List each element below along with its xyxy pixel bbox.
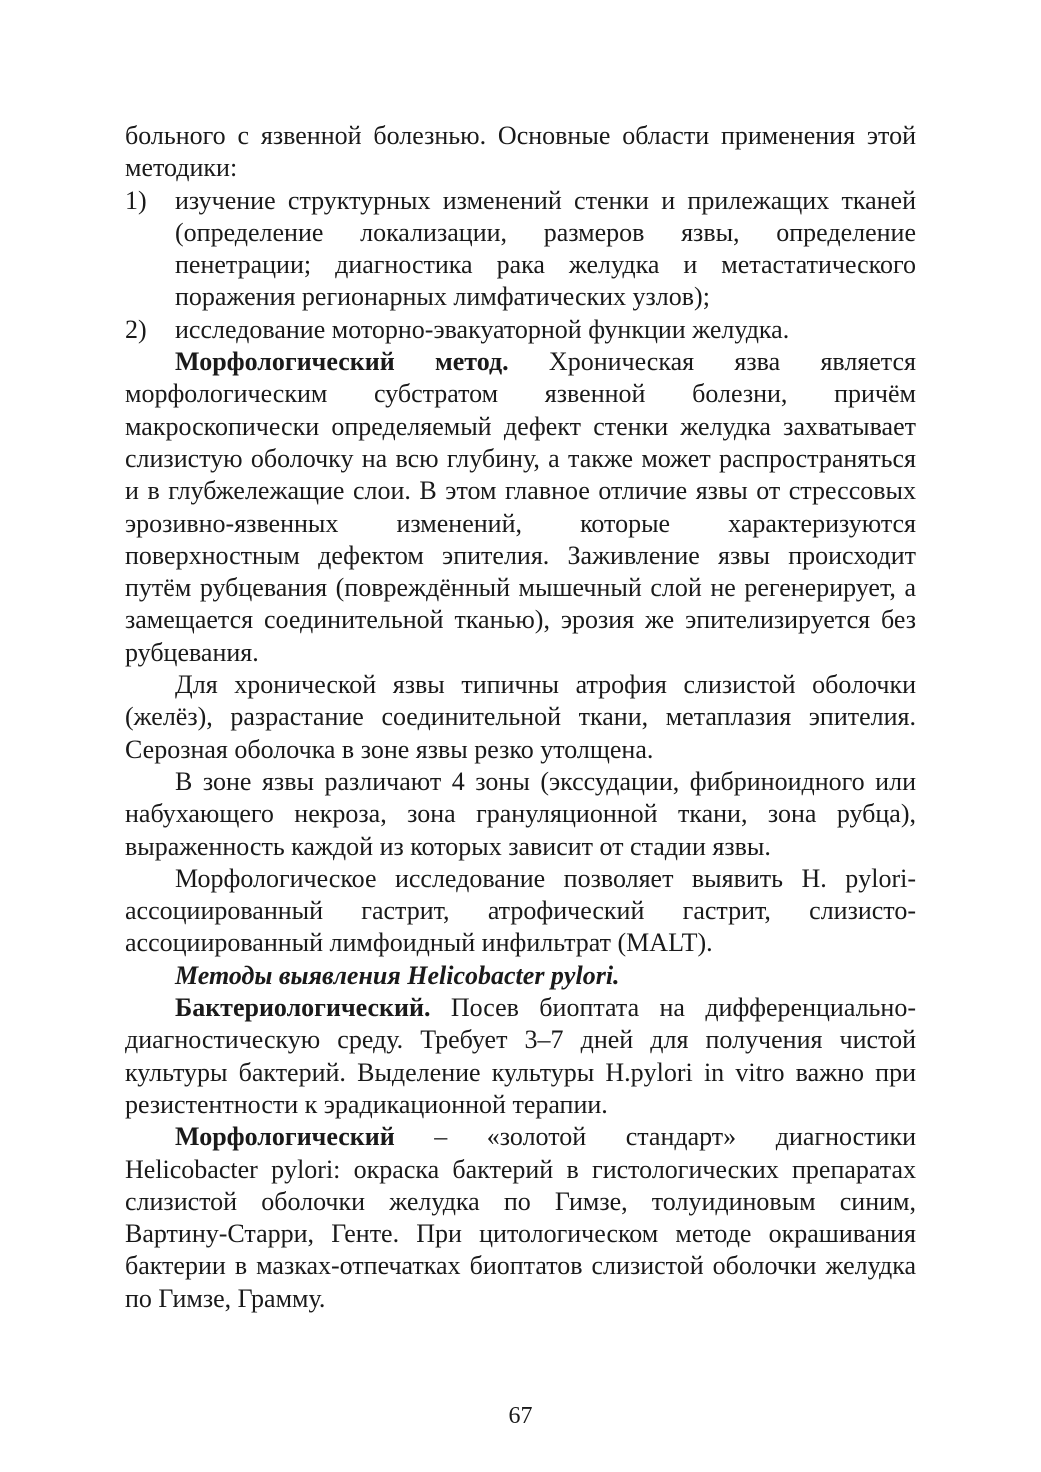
list-item-text: изучение структурных изменений стенки и прилежащих тканей (определение локализации, размеров язвы, определение пенетрации; диагностика рака желудка и метастатического поражения регионарных лимфатических узлов); xyxy=(175,185,916,312)
morph-method-heading: Морфологический метод. xyxy=(175,347,509,377)
list-item-text: исследование моторно-эвакуаторной функции желудка. xyxy=(175,314,790,344)
hp-methods-heading: Методы выявления Helicobacter pylori. xyxy=(175,960,620,990)
bacteriological-paragraph xyxy=(125,992,916,1121)
morph-method-paragraph xyxy=(125,346,916,669)
morphological-heading: Морфологический xyxy=(175,1122,395,1152)
hp-methods-heading-paragraph xyxy=(125,960,916,992)
page-number: 67 xyxy=(508,1403,533,1429)
ulcer-zones-paragraph: В зоне язвы различают 4 зоны (экссудации, фибриноидного или набухающего некроза, зона грануляционной ткани, зона рубца), выраженность каждой из которых зависит от стадии язвы. xyxy=(125,766,916,861)
chronic-ulcer-paragraph: Для хронической язвы типичны атрофия слизистой оболочки (желёз), разрастание соединительной ткани, метаплазия эпителия. Серозная оболочка в зоне язвы резко утолщена. xyxy=(125,670,916,764)
intro-paragraph: больного с язвенной болезнью. Основные области применения этой методики: xyxy=(125,121,916,183)
morph-method-text: Хроническая язва является морфологическим субстратом язвенной болезни, причём макроскопически определяемый дефект стенки желудка захватывает слизистую оболочку на всю глубину, а также может распространяться и в глубжележащие слои. В этом главное отличие язвы от стрессовых эрозивно-язвенных изменений, которые характеризуются поверхностным дефектом эпителия. Заживление язвы происходит путём рубцевания (повреждённый мышечный слой не регенерирует, а замещается соединительной тканью), эрозия же эпителизируется без рубцевания. xyxy=(125,347,916,667)
bacteriological-text: Посев биоптата на дифференциально-диагностическую среду. Требует 3–7 дней для получения чистой культуры бактерий. Выделение культуры H.pylori in vitro важно при резистентности к эрадикационной терапии. xyxy=(125,993,916,1119)
page-body xyxy=(125,120,916,1315)
list-item-number: 2) xyxy=(125,314,147,344)
morph-study-paragraph: Морфологическое исследование позволяет выявить H. pylori-ассоциированный гастрит, атрофический гастрит, слизисто-ассоциированный лимфоидный инфильтрат (MALT). xyxy=(125,863,916,958)
morphological-paragraph xyxy=(125,1121,916,1315)
list-item xyxy=(125,185,916,314)
list-item-number: 1) xyxy=(125,185,147,215)
morphological-text: – «золотой стандарт» диагностики Helicobacter pylori: окраска бактерий в гистологических препаратах слизистой оболочки желудка по Гимзе, толуидиновым синим, Вартину-Старри, Генте. При цитологическом методе окрашивания бактерии в мазках-отпечатках биоптатов слизистой оболочки желудка по Гимзе, Грамму. xyxy=(125,1122,916,1313)
bacteriological-heading: Бактериологический. xyxy=(175,993,431,1023)
list-item xyxy=(125,314,916,346)
numbered-list xyxy=(125,185,916,346)
